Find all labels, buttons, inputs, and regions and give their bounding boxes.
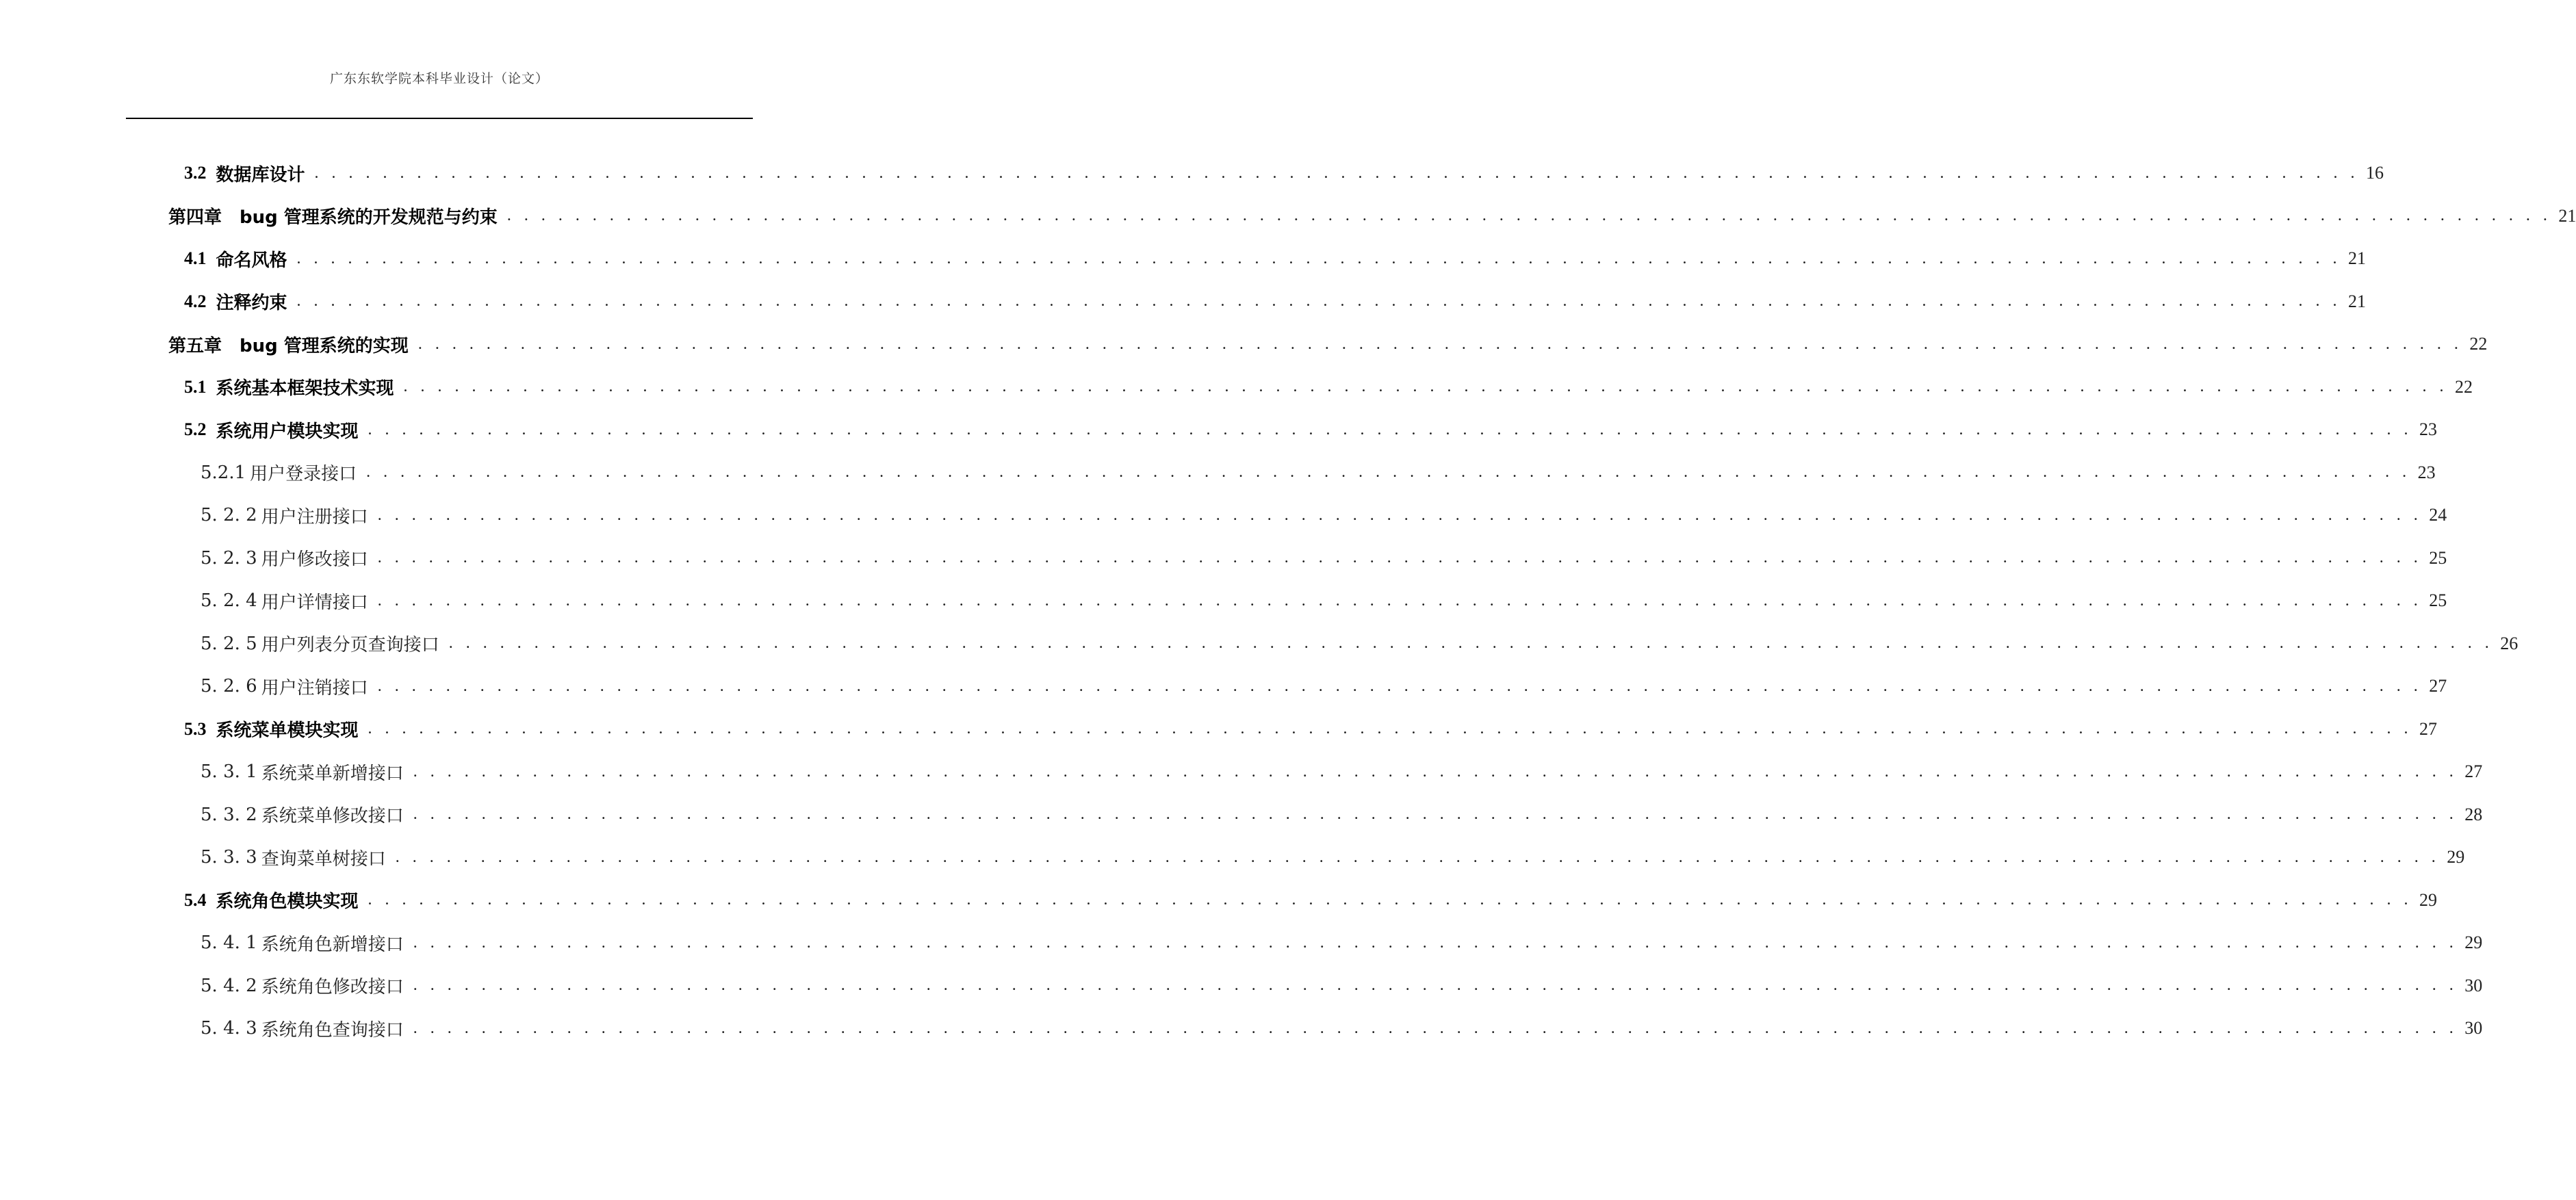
- toc-entry-number: 5. 3. 1: [201, 761, 257, 783]
- toc-entry-number: 第五章: [168, 335, 222, 356]
- toc-entry-number: 5.4: [184, 889, 207, 910]
- toc-entry[interactable]: [0, 623, 2519, 666]
- toc-entry[interactable]: [0, 879, 2438, 922]
- toc-entry-title: 系统用户模块实现: [216, 421, 359, 442]
- toc-entry-page: 16: [2366, 163, 2384, 183]
- page-header: 广东东软学院本科毕业设计（论文）: [329, 71, 549, 86]
- toc-leader-dots: . . . . . . . . . . . . . . . . . . . . . . . . . . . . . . . . . . . . . . . . . . . . . . . . . . . . . . . . . . . . . . . . . . . . . . . . . . . . . . . . . . . . . . . . . . . . . . . . . . . . . . . . . . . . . . . . . . . . . . . .: [413, 1019, 2458, 1037]
- toc-entry[interactable]: [0, 195, 2576, 238]
- toc-entry-title: 注释约束: [216, 293, 287, 314]
- toc-entry[interactable]: [0, 237, 2367, 281]
- toc-entry-page: 28: [2464, 804, 2483, 824]
- toc-entry-page: 30: [2464, 1018, 2483, 1039]
- toc-entry[interactable]: [0, 579, 2447, 623]
- toc-entry-number: 5.1: [184, 376, 207, 397]
- toc-entry[interactable]: [0, 665, 2447, 708]
- toc-leader-dots: . . . . . . . . . . . . . . . . . . . . . . . . . . . . . . . . . . . . . . . . . . . . . . . . . . . . . . . . . . . . . . . . . . . . . . . . . . . . . . . . . . . . . . . . . . . . . . . . . . . . . . . . . . . . . . . . . . . . . . . .: [377, 549, 2423, 567]
- toc-entry-page: 30: [2464, 975, 2483, 995]
- toc-leader-dots: . . . . . . . . . . . . . . . . . . . . . . . . . . . . . . . . . . . . . . . . . . . . . . . . . . . . . . . . . . . . . . . . . . . . . . . . . . . . . . . . . . . . . . . . . . . . . . . . . . . . . . . . . . . . . . . . . . . . . . . .: [314, 164, 2360, 182]
- header-rule: [126, 118, 753, 119]
- toc-entry-number: 5. 4. 3: [201, 1018, 257, 1039]
- toc-entry-title: 系统菜单修改接口: [261, 806, 404, 827]
- toc-entry-page: 27: [2429, 676, 2447, 696]
- toc-entry-number: 5. 3. 2: [201, 804, 257, 825]
- toc-entry-title: 系统角色新增接口: [261, 934, 404, 955]
- toc-entry-number: 5. 2. 2: [201, 505, 257, 526]
- toc-entry[interactable]: [0, 836, 2465, 879]
- toc-entry-page: 22: [2455, 376, 2473, 397]
- toc-entry[interactable]: [0, 708, 2438, 751]
- toc-entry-page: 29: [2447, 847, 2465, 868]
- toc-entry-page: 27: [2419, 718, 2438, 739]
- toc-entry[interactable]: [0, 408, 2438, 452]
- toc-entry-title: 系统角色查询接口: [261, 1019, 404, 1041]
- toc-leader-dots: . . . . . . . . . . . . . . . . . . . . . . . . . . . . . . . . . . . . . . . . . . . . . . . . . . . . . . . . . . . . . . . . . . . . . . . . . . . . . . . . . . . . . . . . . . . . . . . . . . . . . . . . . . . . . . . . . . . . . . . .: [296, 292, 2342, 311]
- toc-entry[interactable]: [0, 323, 2488, 366]
- toc-entry-title: 用户修改接口: [261, 549, 368, 571]
- toc-entry-number: 5. 4. 1: [201, 932, 257, 954]
- toc-entry-page: 24: [2429, 505, 2447, 525]
- toc-entry-page: 26: [2500, 633, 2519, 653]
- toc-leader-dots: . . . . . . . . . . . . . . . . . . . . . . . . . . . . . . . . . . . . . . . . . . . . . . . . . . . . . . . . . . . . . . . . . . . . . . . . . . . . . . . . . . . . . . . . . . . . . . . . . . . . . . . . . . . . . . . . . . . . . . . .: [377, 591, 2423, 610]
- toc-leader-dots: . . . . . . . . . . . . . . . . . . . . . . . . . . . . . . . . . . . . . . . . . . . . . . . . . . . . . . . . . . . . . . . . . . . . . . . . . . . . . . . . . . . . . . . . . . . . . . . . . . . . . . . . . . . . . . . . . . . . . . . .: [366, 463, 2411, 482]
- toc-leader-dots: . . . . . . . . . . . . . . . . . . . . . . . . . . . . . . . . . . . . . . . . . . . . . . . . . . . . . . . . . . . . . . . . . . . . . . . . . . . . . . . . . . . . . . . . . . . . . . . . . . . . . . . . . . . . . . . . . . . . . . . .: [377, 506, 2423, 524]
- toc-entry-number: 5. 2. 6: [201, 676, 257, 697]
- toc-entry-title: 用户登录接口: [250, 464, 357, 485]
- toc-entry-number: 第四章: [168, 207, 222, 229]
- toc-entry-title: bug 管理系统的实现: [240, 335, 409, 356]
- toc-entry-number: 4.1: [184, 248, 207, 269]
- toc-entry[interactable]: [0, 366, 2473, 409]
- toc-entry-number: 5.2.1: [201, 462, 246, 483]
- toc-leader-dots: . . . . . . . . . . . . . . . . . . . . . . . . . . . . . . . . . . . . . . . . . . . . . . . . . . . . . . . . . . . . . . . . . . . . . . . . . . . . . . . . . . . . . . . . . . . . . . . . . . . . . . . . . . . . . . . . . . . . . . . .: [413, 762, 2458, 781]
- toc-entry-page: 22: [2469, 334, 2488, 354]
- toc-entry-page: 27: [2464, 761, 2483, 782]
- toc-entry-title: 命名风格: [216, 250, 287, 271]
- toc-entry-page: 29: [2419, 889, 2438, 910]
- toc-entry[interactable]: [0, 152, 2384, 195]
- toc-entry-number: 4.2: [184, 291, 207, 311]
- toc-entry-number: 5. 2. 3: [201, 547, 257, 569]
- toc-entry-title: 系统角色修改接口: [261, 977, 404, 998]
- toc-leader-dots: . . . . . . . . . . . . . . . . . . . . . . . . . . . . . . . . . . . . . . . . . . . . . . . . . . . . . . . . . . . . . . . . . . . . . . . . . . . . . . . . . . . . . . . . . . . . . . . . . . . . . . . . . . . . . . . . . . . . . . . .: [296, 249, 2342, 268]
- toc-leader-dots: . . . . . . . . . . . . . . . . . . . . . . . . . . . . . . . . . . . . . . . . . . . . . . . . . . . . . . . . . . . . . . . . . . . . . . . . . . . . . . . . . . . . . . . . . . . . . . . . . . . . . . . . . . . . . . . . . . . . . . . .: [506, 207, 2552, 225]
- toc-entry-title: 查询菜单树接口: [261, 848, 386, 870]
- toc-entry-title: 用户注册接口: [261, 506, 368, 527]
- toc-entry-number: 5. 4. 2: [201, 975, 257, 996]
- toc-entry[interactable]: [0, 537, 2447, 580]
- toc-leader-dots: . . . . . . . . . . . . . . . . . . . . . . . . . . . . . . . . . . . . . . . . . . . . . . . . . . . . . . . . . . . . . . . . . . . . . . . . . . . . . . . . . . . . . . . . . . . . . . . . . . . . . . . . . . . . . . . . . . . . . . . .: [448, 634, 2494, 653]
- toc-entry[interactable]: [0, 1007, 2483, 1050]
- toc-leader-dots: . . . . . . . . . . . . . . . . . . . . . . . . . . . . . . . . . . . . . . . . . . . . . . . . . . . . . . . . . . . . . . . . . . . . . . . . . . . . . . . . . . . . . . . . . . . . . . . . . . . . . . . . . . . . . . . . . . . . . . . .: [368, 720, 2413, 738]
- toc-entry-number: 5.2: [184, 419, 207, 440]
- toc-leader-dots: . . . . . . . . . . . . . . . . . . . . . . . . . . . . . . . . . . . . . . . . . . . . . . . . . . . . . . . . . . . . . . . . . . . . . . . . . . . . . . . . . . . . . . . . . . . . . . . . . . . . . . . . . . . . . . . . . . . . . . . .: [368, 420, 2413, 439]
- toc-leader-dots: . . . . . . . . . . . . . . . . . . . . . . . . . . . . . . . . . . . . . . . . . . . . . . . . . . . . . . . . . . . . . . . . . . . . . . . . . . . . . . . . . . . . . . . . . . . . . . . . . . . . . . . . . . . . . . . . . . . . . . . .: [413, 933, 2458, 952]
- toc-entry-title: 系统菜单新增接口: [261, 763, 404, 784]
- toc-entry-title: 系统角色模块实现: [216, 891, 359, 913]
- toc-entry[interactable]: [0, 794, 2483, 837]
- toc-entry-title: 数据库设计: [216, 164, 305, 185]
- toc-entry[interactable]: [0, 965, 2483, 1008]
- toc-entry[interactable]: [0, 281, 2367, 324]
- toc-entry-title: 系统基本框架技术实现: [216, 378, 394, 400]
- toc-entry-number: 3.2: [184, 163, 207, 183]
- toc-entry-number: 5.3: [184, 718, 207, 739]
- toc-leader-dots: . . . . . . . . . . . . . . . . . . . . . . . . . . . . . . . . . . . . . . . . . . . . . . . . . . . . . . . . . . . . . . . . . . . . . . . . . . . . . . . . . . . . . . . . . . . . . . . . . . . . . . . . . . . . . . . . . . . . . . . .: [368, 891, 2413, 909]
- toc-leader-dots: . . . . . . . . . . . . . . . . . . . . . . . . . . . . . . . . . . . . . . . . . . . . . . . . . . . . . . . . . . . . . . . . . . . . . . . . . . . . . . . . . . . . . . . . . . . . . . . . . . . . . . . . . . . . . . . . . . . . . . . .: [395, 848, 2440, 866]
- toc-entry-number: 5. 2. 4: [201, 590, 257, 612]
- toc-entry-title: bug 管理系统的开发规范与约束: [240, 207, 498, 229]
- toc-entry-title: 用户列表分页查询接口: [261, 635, 439, 656]
- toc-leader-dots: . . . . . . . . . . . . . . . . . . . . . . . . . . . . . . . . . . . . . . . . . . . . . . . . . . . . . . . . . . . . . . . . . . . . . . . . . . . . . . . . . . . . . . . . . . . . . . . . . . . . . . . . . . . . . . . . . . . . . . . .: [417, 335, 2463, 353]
- toc-entry-number: 5. 2. 5: [201, 633, 257, 654]
- toc-entry-page: 29: [2464, 932, 2483, 953]
- toc-entry-title: 用户详情接口: [261, 592, 368, 613]
- toc-leader-dots: . . . . . . . . . . . . . . . . . . . . . . . . . . . . . . . . . . . . . . . . . . . . . . . . . . . . . . . . . . . . . . . . . . . . . . . . . . . . . . . . . . . . . . . . . . . . . . . . . . . . . . . . . . . . . . . . . . . . . . . .: [413, 805, 2458, 824]
- toc-entry-page: 21: [2558, 205, 2576, 226]
- toc-entry-page: 23: [2419, 419, 2438, 440]
- toc-entry[interactable]: [0, 452, 2436, 495]
- toc-leader-dots: . . . . . . . . . . . . . . . . . . . . . . . . . . . . . . . . . . . . . . . . . . . . . . . . . . . . . . . . . . . . . . . . . . . . . . . . . . . . . . . . . . . . . . . . . . . . . . . . . . . . . . . . . . . . . . . . . . . . . . . .: [413, 976, 2458, 995]
- toc-entry[interactable]: [0, 922, 2483, 965]
- table-of-contents: [0, 152, 2576, 1050]
- toc-entry-number: 5. 3. 3: [201, 847, 257, 868]
- toc-entry-page: 25: [2429, 547, 2447, 568]
- toc-entry[interactable]: [0, 494, 2447, 537]
- toc-entry-page: 23: [2417, 462, 2436, 482]
- toc-leader-dots: . . . . . . . . . . . . . . . . . . . . . . . . . . . . . . . . . . . . . . . . . . . . . . . . . . . . . . . . . . . . . . . . . . . . . . . . . . . . . . . . . . . . . . . . . . . . . . . . . . . . . . . . . . . . . . . . . . . . . . . .: [377, 677, 2423, 695]
- toc-entry-page: 21: [2348, 291, 2367, 311]
- toc-leader-dots: . . . . . . . . . . . . . . . . . . . . . . . . . . . . . . . . . . . . . . . . . . . . . . . . . . . . . . . . . . . . . . . . . . . . . . . . . . . . . . . . . . . . . . . . . . . . . . . . . . . . . . . . . . . . . . . . . . . . . . . .: [403, 378, 2449, 396]
- toc-entry-page: 21: [2348, 248, 2367, 269]
- toc-entry-page: 25: [2429, 590, 2447, 611]
- toc-entry-title: 用户注销接口: [261, 677, 368, 699]
- toc-entry-title: 系统菜单模块实现: [216, 720, 359, 742]
- toc-entry[interactable]: [0, 751, 2483, 794]
